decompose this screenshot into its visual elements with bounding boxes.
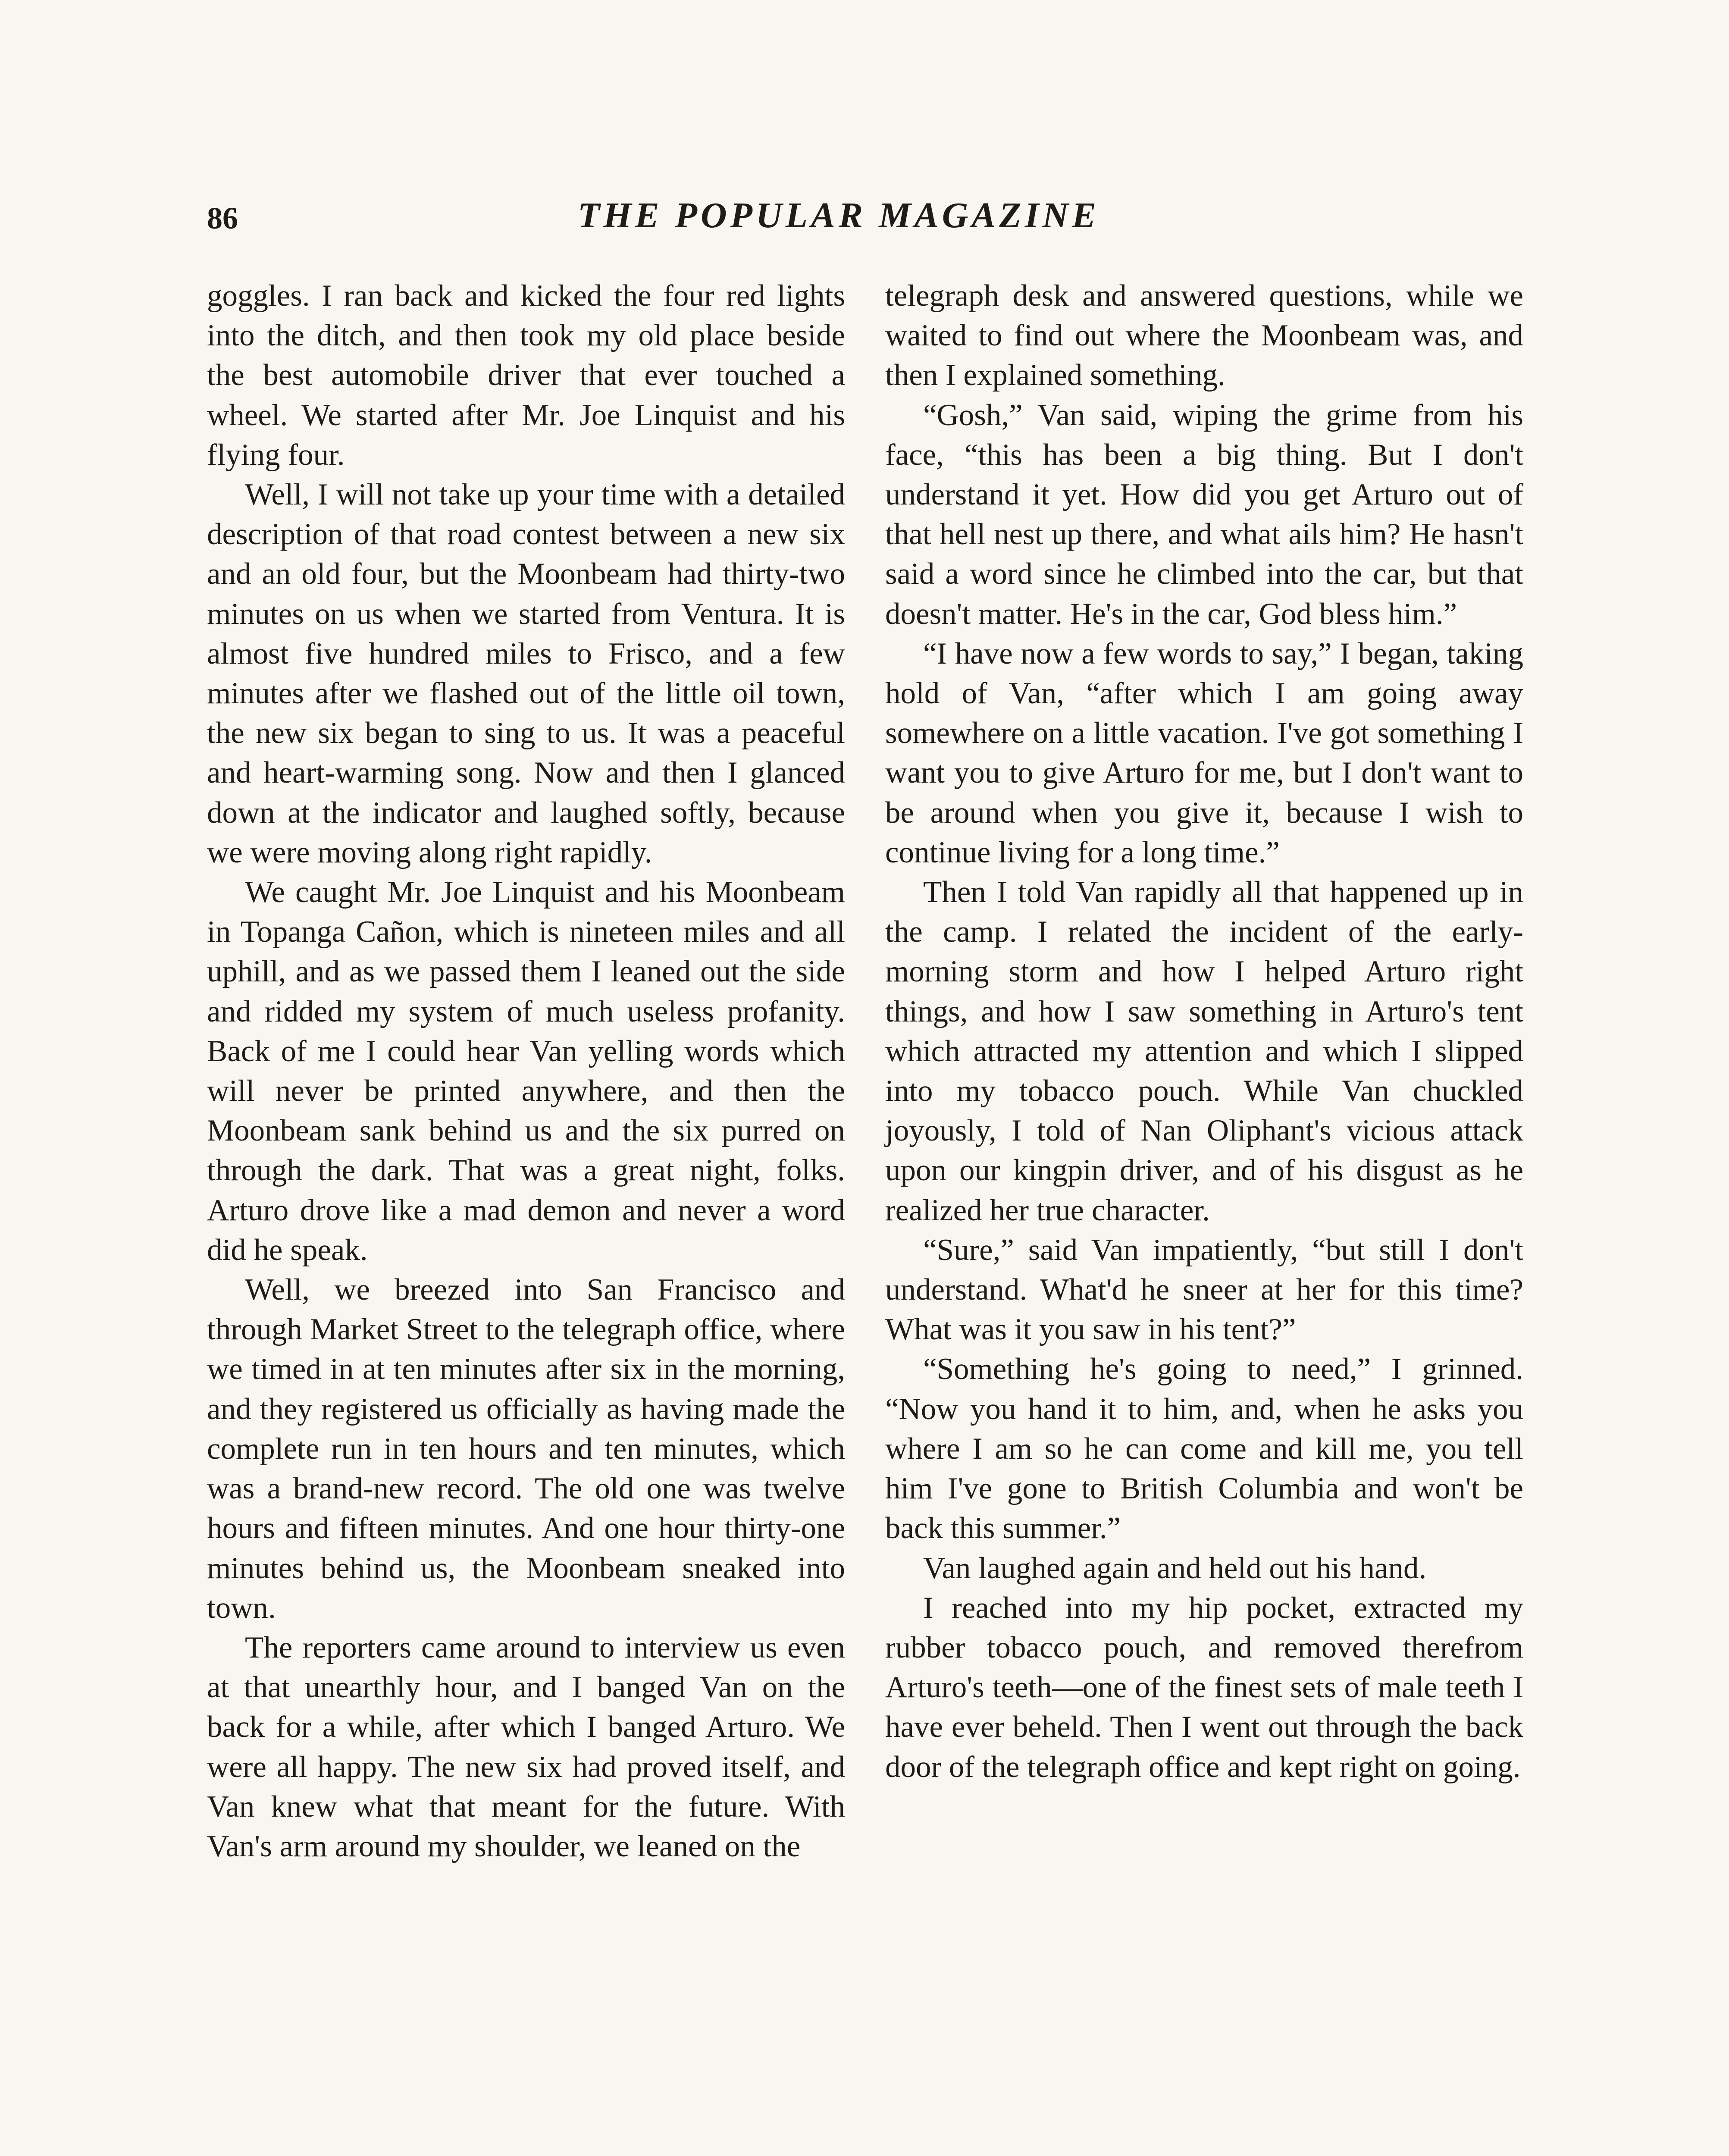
paragraph: We caught Mr. Joe Linquist and his Moonbeam in Topanga Cañon, which is nineteen miles and all uphill, and as we passed them I leaned out the side and ridded my system of much useless profanity. Back of me I could hear Van yelling words which will never be printed anywhere, and then the Moonbeam sank behind us and the six purred on through the dark. That was a great night, folks. Arturo drove like a mad demon and never a word did he speak. bbox=[207, 875, 845, 1267]
paragraph: The reporters came around to interview us even at that unearthly hour, and I banged Van on the back for a while, after which I banged Arturo. We were all happy. The new six had proved itself, and Van knew what that meant for the future. With Van's arm around my shoulder, we leaned on the bbox=[207, 1630, 845, 1863]
paragraph: Well, we breezed into San Francisco and through Market Street to the telegraph office, where we timed in at ten minutes after six in the morning, and they registered us officially as having made the complete run in ten hours and ten minutes, which was a brand-new record. The old one was twelve hours and fifteen minutes. And one hour thirty-one minutes behind us, the Moonbeam sneaked into town. bbox=[207, 1273, 845, 1625]
paragraph: Van laughed again and held out his hand. bbox=[923, 1551, 1427, 1585]
paragraph: telegraph desk and answered questions, while we waited to find out where the Moonbeam was, and then I explained something. bbox=[885, 279, 1523, 392]
paragraph: “Something he's going to need,” I grinned. “Now you hand it to him, and, when he asks you where I am so he can come and kill me, you tell him I've gone to British Columbia and won't be back this summer.” bbox=[885, 1352, 1523, 1545]
page-number: 86 bbox=[207, 201, 238, 235]
paragraph: Then I told Van rapidly all that happened up in the camp. I related the incident of the early-morning storm and how I helped Arturo right things, and how I saw something in Arturo's tent which attracted my attention and which I slipped into my tobacco pouch. While Van chuckled joyously, I told of Nan Oliphant's vicious attack upon our kingpin driver, and of his disgust as he realized her true character. bbox=[885, 875, 1523, 1227]
paragraph: Well, I will not take up your time with a detailed description of that road contest between a new six and an old four, but the Moonbeam had thirty-two minutes on us when we started from Ventura. It is almost five hundred miles to Frisco, and a few minutes after we flashed out of the little oil town, the new six began to sing to us. It was a peaceful and heart-warming song. Now and then I glanced down at the indicator and laughed softly, because we were moving along right rapidly. bbox=[207, 478, 845, 869]
paragraph: goggles. I ran back and kicked the four red lights into the ditch, and then took my old place beside the best automobile driver that ever touched a wheel. We started after Mr. Joe Linquist and his flying four. bbox=[207, 279, 845, 472]
paragraph: “Sure,” said Van impatiently, “but still I don't understand. What'd he sneer at her for this time? What was it you saw in his tent?” bbox=[885, 1233, 1523, 1347]
paragraph: “I have now a few words to say,” I began, taking hold of Van, “after which I am going away somewhere on a little vacation. I've got something I want you to give Arturo for me, but I don't want to be around when you give it, because I wish to continue living for a long time.” bbox=[885, 636, 1523, 869]
paragraph: I reached into my hip pocket, extracted my rubber tobacco pouch, and removed therefrom Arturo's teeth—one of the finest sets of male teeth I have ever beheld. Then I went out through the back door of the telegraph office and kept right on going. bbox=[885, 1591, 1523, 1784]
left-column bbox=[207, 276, 845, 1866]
paragraph: “Gosh,” Van said, wiping the grime from his face, “this has been a big thing. But I don't understand it yet. How did you get Arturo out of that hell nest up there, and what ails him? He hasn't said a word since he climbed into the car, but that doesn't matter. He's in the car, God bless him.” bbox=[885, 398, 1523, 631]
running-title: THE POPULAR MAGAZINE bbox=[578, 195, 1100, 235]
right-column bbox=[885, 276, 1523, 1787]
